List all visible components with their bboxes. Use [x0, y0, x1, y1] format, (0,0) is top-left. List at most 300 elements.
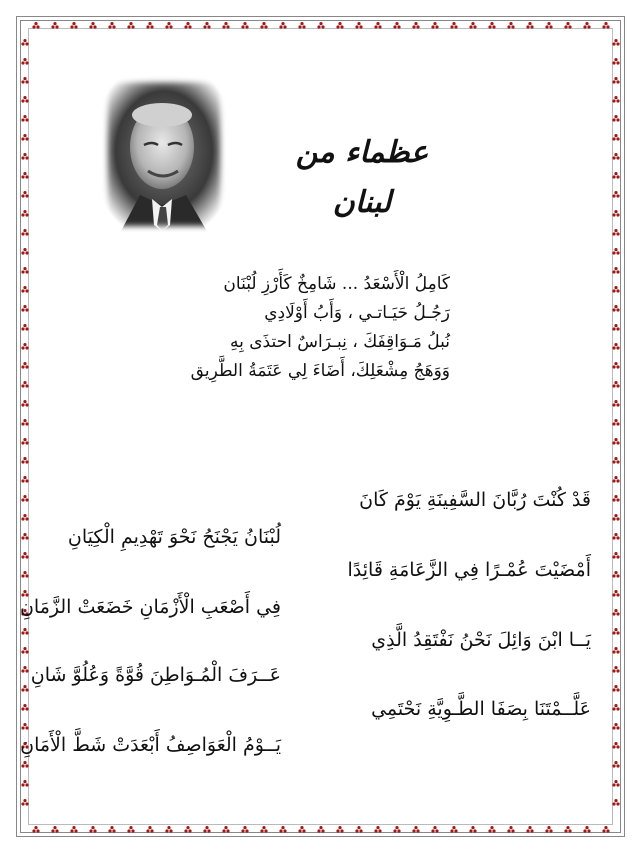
- border-ornament: [25, 327, 28, 330]
- border-ornament: [614, 172, 617, 175]
- border-ornament: [616, 213, 619, 216]
- border-ornament: [74, 25, 77, 28]
- border-ornament: [616, 745, 619, 748]
- border-ornament: [357, 826, 360, 829]
- border-ornament: [614, 666, 617, 669]
- border-ornament: [21, 365, 24, 368]
- border-ornament: [129, 22, 132, 25]
- border-ornament: [21, 175, 24, 178]
- border-ornament: [616, 365, 619, 368]
- border-ornament: [614, 609, 617, 612]
- border-ornament: [23, 77, 26, 80]
- border-ornament: [435, 25, 438, 28]
- border-ornament: [21, 802, 24, 805]
- border-ornament: [279, 25, 282, 28]
- border-ornament: [131, 25, 134, 28]
- border-ornament: [23, 267, 26, 270]
- border-ornament: [616, 479, 619, 482]
- border-ornament: [469, 829, 472, 832]
- border-ornament: [340, 829, 343, 832]
- border-ornament: [319, 22, 322, 25]
- border-ornament: [23, 476, 26, 479]
- border-ornament: [131, 829, 134, 832]
- border-ornament: [25, 213, 28, 216]
- border-ornament: [614, 324, 617, 327]
- border-ornament: [549, 25, 552, 28]
- border-ornament: [188, 25, 191, 28]
- border-ornament: [21, 61, 24, 64]
- border-ornament: [454, 25, 457, 28]
- border-ornament: [148, 826, 151, 829]
- border-ornament: [25, 650, 28, 653]
- border-ornament: [614, 134, 617, 137]
- border-ornament: [547, 826, 550, 829]
- border-ornament: [612, 555, 615, 558]
- border-ornament: [108, 829, 111, 832]
- border-ornament: [507, 25, 510, 28]
- border-ornament: [612, 650, 615, 653]
- border-ornament: [395, 22, 398, 25]
- border-ornament: [612, 460, 615, 463]
- border-ornament: [612, 384, 615, 387]
- border-ornament: [146, 25, 149, 28]
- border-ornament: [55, 829, 58, 832]
- border-ornament: [23, 647, 26, 650]
- border-ornament: [488, 25, 491, 28]
- border-ornament: [614, 267, 617, 270]
- border-ornament: [612, 99, 615, 102]
- border-ornament: [614, 552, 617, 555]
- border-ornament: [414, 826, 417, 829]
- border-ornament: [89, 25, 92, 28]
- border-ornament: [614, 799, 617, 802]
- border-ornament: [21, 289, 24, 292]
- border-ornament: [612, 42, 615, 45]
- border-ornament: [23, 495, 26, 498]
- border-ornament: [564, 829, 567, 832]
- border-ornament: [616, 308, 619, 311]
- border-ornament: [53, 22, 56, 25]
- border-ornament: [25, 270, 28, 273]
- border-ornament: [431, 25, 434, 28]
- border-ornament: [616, 289, 619, 292]
- border-ornament: [545, 25, 548, 28]
- page-heading: عظماء من لبنان: [295, 135, 429, 220]
- portrait-photo: [100, 75, 228, 233]
- border-ornament: [21, 783, 24, 786]
- border-ornament: [317, 25, 320, 28]
- border-ornament: [587, 25, 590, 28]
- border-ornament: [612, 726, 615, 729]
- border-ornament: [612, 346, 615, 349]
- border-ornament: [412, 25, 415, 28]
- border-ornament: [395, 826, 398, 829]
- border-ornament: [614, 514, 617, 517]
- border-ornament: [616, 650, 619, 653]
- border-ornament: [614, 438, 617, 441]
- border-ornament: [70, 829, 73, 832]
- border-ornament: [25, 251, 28, 254]
- border-ornament: [336, 829, 339, 832]
- border-ornament: [110, 22, 113, 25]
- border-ornament: [471, 826, 474, 829]
- border-ornament: [241, 829, 244, 832]
- border-ornament: [488, 829, 491, 832]
- intro-line: وَوَهَجُ مِشْعَلِكَ، أَضَاءَ لِي عَتَمَةُ الطَّرِيق: [190, 361, 450, 381]
- border-ornament: [91, 22, 94, 25]
- border-ornament: [184, 25, 187, 28]
- border-ornament: [317, 829, 320, 832]
- border-ornament: [112, 25, 115, 28]
- border-ornament: [23, 58, 26, 61]
- border-ornament: [587, 829, 590, 832]
- border-ornament: [612, 669, 615, 672]
- border-ornament: [433, 22, 436, 25]
- border-ornament: [612, 783, 615, 786]
- border-ornament: [167, 826, 170, 829]
- border-ornament: [23, 39, 26, 42]
- border-ornament: [374, 25, 377, 28]
- border-ornament: [129, 826, 132, 829]
- border-ornament: [25, 156, 28, 159]
- border-ornament: [167, 22, 170, 25]
- border-ornament: [616, 802, 619, 805]
- border-ornament: [25, 42, 28, 45]
- poem-line: لُبْنَانُ يَجْنَحُ نَحْوَ تَهْدِيمِ الْكِيَانِ: [67, 526, 281, 548]
- border-ornament: [614, 495, 617, 498]
- border-ornament: [74, 829, 77, 832]
- border-ornament: [21, 384, 24, 387]
- border-ornament: [612, 251, 615, 254]
- border-ornament: [616, 574, 619, 577]
- border-ornament: [53, 826, 56, 829]
- border-ornament: [25, 137, 28, 140]
- border-ornament: [283, 829, 286, 832]
- border-ornament: [226, 25, 229, 28]
- border-ornament: [283, 25, 286, 28]
- border-ornament: [616, 137, 619, 140]
- border-ornament: [25, 365, 28, 368]
- border-ornament: [245, 25, 248, 28]
- border-ornament: [616, 118, 619, 121]
- border-ornament: [23, 628, 26, 631]
- border-ornament: [186, 826, 189, 829]
- border-ornament: [616, 498, 619, 501]
- border-ornament: [469, 25, 472, 28]
- border-ornament: [616, 270, 619, 273]
- border-ornament: [21, 42, 24, 45]
- border-ornament: [23, 172, 26, 175]
- border-ornament: [21, 441, 24, 444]
- border-ornament: [72, 22, 75, 25]
- border-ornament: [23, 362, 26, 365]
- border-ornament: [616, 555, 619, 558]
- border-ornament: [23, 685, 26, 688]
- border-ornament: [612, 441, 615, 444]
- border-ornament: [51, 829, 54, 832]
- border-ornament: [614, 628, 617, 631]
- border-ornament: [397, 25, 400, 28]
- border-ornament: [127, 25, 130, 28]
- border-ornament: [612, 327, 615, 330]
- border-ornament: [21, 403, 24, 406]
- border-ornament: [25, 498, 28, 501]
- border-ornament: [416, 829, 419, 832]
- border-ornament: [224, 22, 227, 25]
- border-ornament: [454, 829, 457, 832]
- border-ornament: [616, 251, 619, 254]
- intro-line: كَامِلُ الْأَسْعَدُ ... شَامِخٌ كَأَرْزِ لُبْنَان: [223, 274, 450, 294]
- border-ornament: [32, 829, 35, 832]
- border-ornament: [616, 232, 619, 235]
- border-ornament: [492, 829, 495, 832]
- border-ornament: [21, 232, 24, 235]
- border-ornament: [376, 826, 379, 829]
- border-ornament: [23, 286, 26, 289]
- border-ornament: [110, 826, 113, 829]
- border-ornament: [528, 22, 531, 25]
- border-ornament: [612, 536, 615, 539]
- border-ornament: [150, 829, 153, 832]
- intro-line: رَجُـلُ حَيَـاتـي ، وَأَبُ أَوْلَادِي: [264, 303, 450, 323]
- border-ornament: [616, 783, 619, 786]
- border-ornament: [21, 308, 24, 311]
- border-ornament: [262, 22, 265, 25]
- border-ornament: [616, 403, 619, 406]
- border-ornament: [414, 22, 417, 25]
- border-ornament: [21, 631, 24, 634]
- border-ornament: [612, 156, 615, 159]
- border-ornament: [23, 134, 26, 137]
- border-ornament: [549, 829, 552, 832]
- border-ornament: [25, 536, 28, 539]
- border-ornament: [616, 194, 619, 197]
- border-ornament: [616, 460, 619, 463]
- border-ornament: [616, 61, 619, 64]
- border-ornament: [25, 574, 28, 577]
- border-ornament: [616, 517, 619, 520]
- border-ornament: [89, 829, 92, 832]
- border-ornament: [21, 669, 24, 672]
- border-ornament: [526, 25, 529, 28]
- border-ornament: [23, 191, 26, 194]
- border-ornament: [21, 764, 24, 767]
- border-ornament: [169, 25, 172, 28]
- border-ornament: [205, 22, 208, 25]
- border-ornament: [184, 829, 187, 832]
- border-ornament: [319, 826, 322, 829]
- border-ornament: [298, 829, 301, 832]
- border-ornament: [616, 631, 619, 634]
- border-ornament: [490, 22, 493, 25]
- border-ornament: [21, 137, 24, 140]
- border-ornament: [612, 232, 615, 235]
- border-ornament: [471, 22, 474, 25]
- border-ornament: [25, 764, 28, 767]
- border-ornament: [378, 25, 381, 28]
- border-ornament: [298, 25, 301, 28]
- border-ornament: [23, 799, 26, 802]
- border-ornament: [412, 829, 415, 832]
- border-ornament: [614, 780, 617, 783]
- border-ornament: [604, 826, 607, 829]
- border-ornament: [374, 829, 377, 832]
- border-ornament: [616, 612, 619, 615]
- border-ornament: [528, 826, 531, 829]
- border-ornament: [127, 829, 130, 832]
- border-ornament: [21, 555, 24, 558]
- border-ornament: [473, 25, 476, 28]
- border-ornament: [279, 829, 282, 832]
- border-ornament: [614, 723, 617, 726]
- border-ornament: [612, 137, 615, 140]
- border-ornament: [614, 533, 617, 536]
- border-ornament: [583, 25, 586, 28]
- border-ornament: [300, 826, 303, 829]
- border-ornament: [25, 403, 28, 406]
- border-ornament: [25, 422, 28, 425]
- border-ornament: [509, 22, 512, 25]
- border-ornament: [376, 22, 379, 25]
- border-ornament: [21, 574, 24, 577]
- border-ornament: [25, 479, 28, 482]
- border-ornament: [616, 175, 619, 178]
- border-ornament: [336, 25, 339, 28]
- border-ornament: [509, 826, 512, 829]
- border-ornament: [108, 25, 111, 28]
- border-ornament: [205, 826, 208, 829]
- border-ornament: [614, 571, 617, 574]
- border-ornament: [51, 25, 54, 28]
- border-ornament: [614, 362, 617, 365]
- border-ornament: [566, 22, 569, 25]
- border-ornament: [23, 248, 26, 251]
- border-ornament: [614, 96, 617, 99]
- border-ornament: [23, 210, 26, 213]
- border-ornament: [614, 704, 617, 707]
- border-ornament: [355, 829, 358, 832]
- border-ornament: [21, 460, 24, 463]
- border-ornament: [23, 552, 26, 555]
- border-ornament: [614, 761, 617, 764]
- border-ornament: [25, 688, 28, 691]
- border-ornament: [614, 647, 617, 650]
- border-ornament: [612, 80, 615, 83]
- border-ornament: [21, 650, 24, 653]
- border-ornament: [21, 118, 24, 121]
- border-ornament: [616, 422, 619, 425]
- border-ornament: [612, 365, 615, 368]
- border-ornament: [568, 25, 571, 28]
- border-ornament: [23, 457, 26, 460]
- border-ornament: [431, 829, 434, 832]
- border-ornament: [378, 829, 381, 832]
- border-ornament: [612, 764, 615, 767]
- border-ornament: [511, 25, 514, 28]
- border-ornament: [36, 25, 39, 28]
- border-ornament: [34, 826, 37, 829]
- border-ornament: [21, 213, 24, 216]
- border-ornament: [300, 22, 303, 25]
- border-ornament: [23, 153, 26, 156]
- border-ornament: [614, 229, 617, 232]
- border-ornament: [281, 826, 284, 829]
- border-ornament: [23, 419, 26, 422]
- border-ornament: [612, 403, 615, 406]
- border-ornament: [530, 829, 533, 832]
- border-ornament: [222, 25, 225, 28]
- border-ornament: [21, 707, 24, 710]
- border-ornament: [616, 669, 619, 672]
- border-ornament: [614, 476, 617, 479]
- border-ornament: [616, 441, 619, 444]
- poem-line: قَدْ كُنْتَ رُبَّانَ السَّفِينَةِ يَوْمَ كَانَ: [359, 489, 591, 511]
- border-ornament: [359, 25, 362, 28]
- border-ornament: [21, 422, 24, 425]
- border-ornament: [614, 685, 617, 688]
- border-ornament: [21, 194, 24, 197]
- border-ornament: [612, 802, 615, 805]
- border-ornament: [245, 829, 248, 832]
- border-ornament: [583, 829, 586, 832]
- border-ornament: [616, 346, 619, 349]
- border-ornament: [207, 25, 210, 28]
- border-ornament: [585, 826, 588, 829]
- border-ornament: [612, 498, 615, 501]
- border-ornament: [450, 829, 453, 832]
- border-ornament: [614, 58, 617, 61]
- poem-line: عَــرَفَ الْمُـوَاطِنَ قُوَّةً وَعُلُوَّ شَانِ: [30, 664, 281, 686]
- border-ornament: [614, 457, 617, 460]
- border-ornament: [612, 517, 615, 520]
- border-ornament: [34, 22, 37, 25]
- border-ornament: [222, 829, 225, 832]
- border-ornament: [602, 829, 605, 832]
- border-ornament: [165, 829, 168, 832]
- border-ornament: [23, 305, 26, 308]
- border-ornament: [355, 25, 358, 28]
- border-ornament: [338, 22, 341, 25]
- border-ornament: [612, 593, 615, 596]
- border-ornament: [262, 826, 265, 829]
- border-ornament: [93, 829, 96, 832]
- border-ornament: [23, 761, 26, 764]
- border-ornament: [93, 25, 96, 28]
- border-ornament: [207, 829, 210, 832]
- border-ornament: [25, 308, 28, 311]
- border-ornament: [302, 25, 305, 28]
- border-ornament: [25, 384, 28, 387]
- border-ornament: [614, 742, 617, 745]
- border-ornament: [32, 25, 35, 28]
- border-ornament: [25, 631, 28, 634]
- border-ornament: [614, 590, 617, 593]
- border-ornament: [340, 25, 343, 28]
- border-ornament: [612, 631, 615, 634]
- intro-stanza: [160, 270, 450, 386]
- border-ornament: [23, 229, 26, 232]
- border-ornament: [616, 593, 619, 596]
- border-ornament: [23, 400, 26, 403]
- border-ornament: [585, 22, 588, 25]
- border-ornament: [616, 764, 619, 767]
- border-ornament: [21, 80, 24, 83]
- border-ornament: [614, 286, 617, 289]
- border-ornament: [241, 25, 244, 28]
- border-ornament: [614, 39, 617, 42]
- border-ornament: [612, 308, 615, 311]
- border-ornament: [203, 829, 206, 832]
